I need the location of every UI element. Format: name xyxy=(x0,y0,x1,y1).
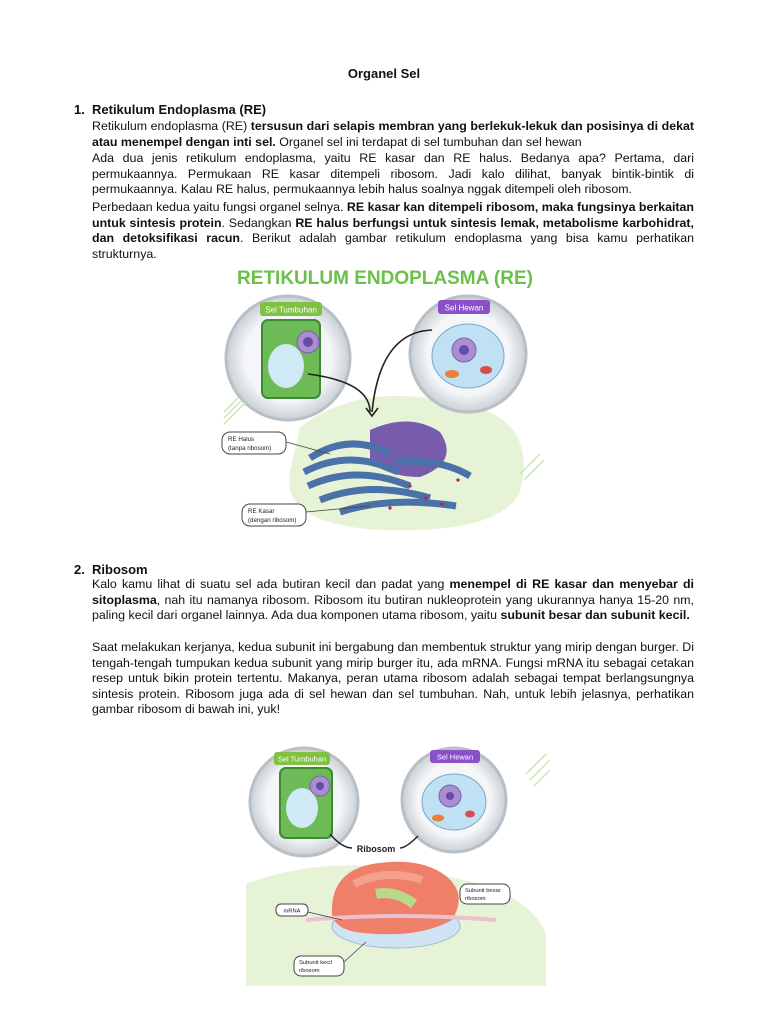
svg-text:Subunit besar: Subunit besar xyxy=(465,888,501,894)
paragraph xyxy=(92,151,694,198)
figure-retikulum-endoplasma xyxy=(220,262,550,534)
svg-text:(dengan ribosom): (dengan ribosom) xyxy=(248,517,297,524)
bold-text: tersusun dari selapis membran yang berlekuk-lekuk dan posisinya di dekat atau menempel dengan inti sel. xyxy=(92,119,694,149)
paragraph xyxy=(92,200,694,262)
svg-text:(tanpa ribosom): (tanpa ribosom) xyxy=(228,445,272,452)
svg-text:RE Kasar: RE Kasar xyxy=(248,508,275,515)
section-title: Ribosom xyxy=(92,562,148,577)
svg-text:ribosom: ribosom xyxy=(465,896,486,902)
section-heading-re xyxy=(74,102,266,117)
text-run: . Sedangkan xyxy=(221,215,296,230)
section-number: 1. xyxy=(74,102,85,117)
paragraph xyxy=(92,577,694,624)
ribosom-label: Ribosom xyxy=(356,844,396,854)
text-run: Saat melakukan kerjanya, kedua subunit ini bergabung dan membentuk struktur yang mirip dengan burger. Di tengah-tengah tumpukan kedua subunit yang mirip burger itu, ada mRNA. Fungsi mRNA itu sebagai cetakan resep untuk bikin protein tertentu. Makanya, peran utama ribosom adalah sebagai tempat berlangsungnya sintesis protein. Ribosom juga ada di sel hewan dan sel tumbuhan. Nah, untuk lebih jelasnya, perhatikan gambar ribosom di bawah ini, yuk! xyxy=(92,640,694,717)
text-run: Retikulum endoplasma (RE) xyxy=(92,119,251,133)
figure-title: RETIKULUM ENDOPLASMA (RE) xyxy=(237,268,533,289)
text-run: Organel sel ini terdapat di sel tumbuhan dan sel hewan xyxy=(275,134,582,149)
svg-text:ribosom: ribosom xyxy=(299,968,320,974)
section-number: 2. xyxy=(74,562,85,577)
animal-tag-label: Sel Hewan xyxy=(444,303,484,313)
text-run: , nah itu namanya ribosom. Ribosom itu butiran nukleoprotein yang ukurannya hanya 15-20 nm, paling kecil dari organel lainnya. Ada dua komponen utama ribosom, yaitu xyxy=(92,592,694,623)
page-title: Organel Sel xyxy=(347,66,421,81)
figure-ribosom xyxy=(246,744,550,986)
plant-tag-label: Sel Tumbuhan xyxy=(265,305,317,315)
bold-text: menempel di RE kasar dan menyebar di sitoplasma xyxy=(92,577,694,607)
text-run: Perbedaan kedua yaitu fungsi organel selnya. xyxy=(92,200,347,214)
bold-text: RE kasar kan ditempeli ribosom, maka fungsinya berkaitan untuk sintesis protein xyxy=(92,200,694,230)
text-run: . Berikut adalah gambar retikulum endoplasma yang bisa kamu perhatikan strukturnya. xyxy=(92,231,694,261)
svg-text:Subunit kecil: Subunit kecil xyxy=(299,960,332,966)
section-heading-ribosom xyxy=(74,562,148,577)
svg-text:mRNA: mRNA xyxy=(283,908,301,915)
svg-text:Sel Hewan: Sel Hewan xyxy=(436,752,474,762)
section-title: Retikulum Endoplasma (RE) xyxy=(92,102,267,117)
bold-text: subunit besar dan subunit kecil. xyxy=(500,608,690,623)
text-run: Kalo kamu lihat di suatu sel ada butiran kecil dan padat yang xyxy=(92,577,450,591)
text-run: Ada dua jenis retikulum endoplasma, yaitu RE kasar dan RE halus. Bedanya apa? Pertama, dari permukaannya. Permukaan RE kasar ditempeli ribosom. Jadi kalo dilihat, banyak bintik-bintik di permukaannya. Kalau RE halus, permukaannya lebih halus soalnya nggak ditempeli oleh ribosom. xyxy=(92,151,694,197)
paragraph xyxy=(92,119,694,150)
paragraph xyxy=(92,640,694,718)
bold-text: RE halus berfungsi untuk sintesis lemak, metabolisme karbohidrat, dan detoksifikasi racun xyxy=(92,215,694,246)
svg-text:Sel Tumbuhan: Sel Tumbuhan xyxy=(277,754,327,764)
svg-text:RE Halus: RE Halus xyxy=(228,436,255,443)
